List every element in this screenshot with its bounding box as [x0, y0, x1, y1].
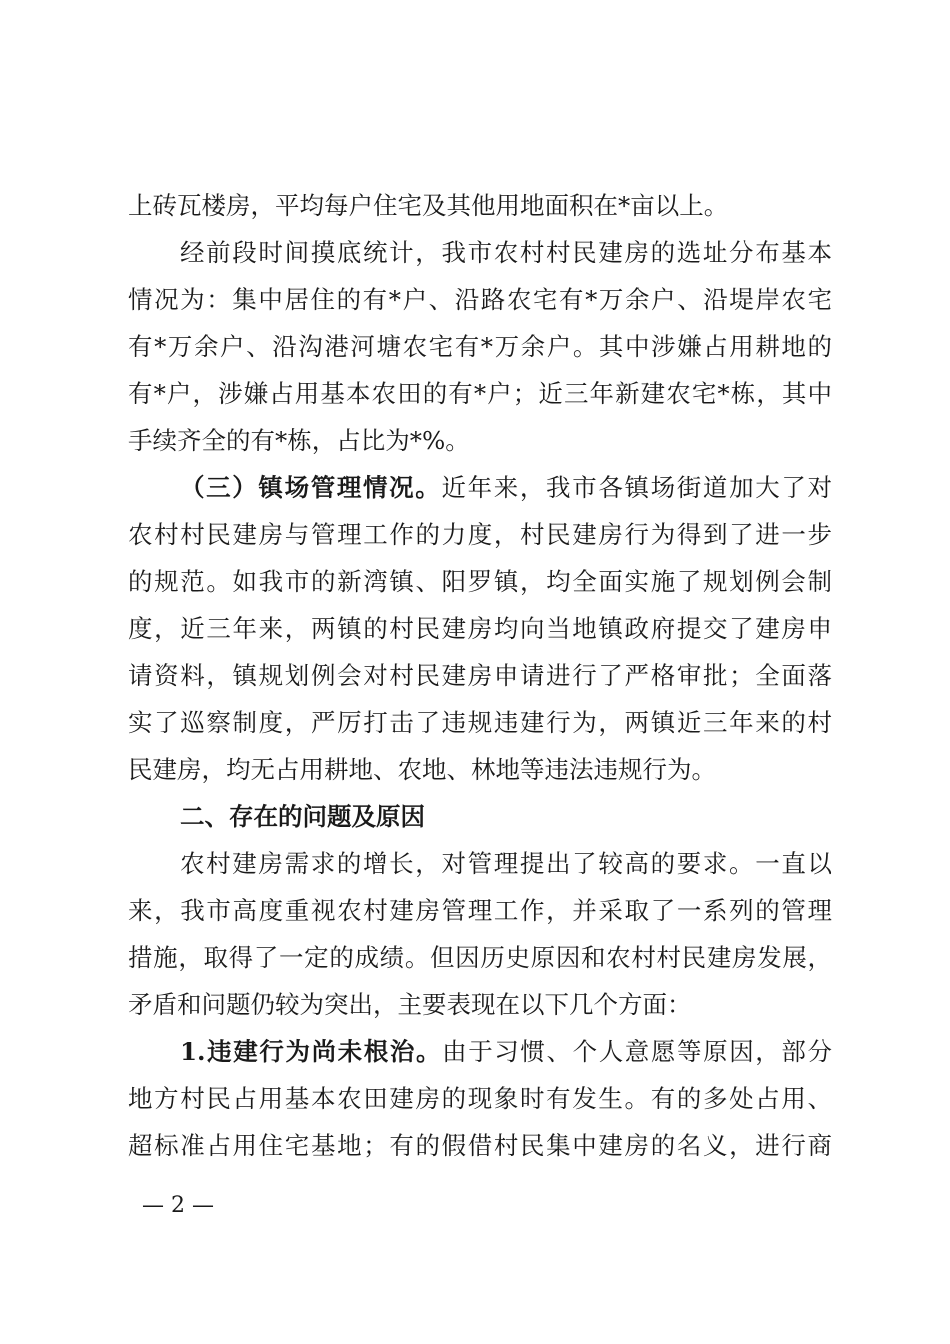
paragraph-line: 矛盾和问题仍较为突出，主要表现在以下几个方面：	[128, 990, 692, 1019]
paragraph-line-item-one	[180, 1036, 832, 1068]
paragraph-line: 请资料，镇规划例会对村民建房申请进行了严格审批；全面落	[128, 661, 832, 690]
paragraph-line: 有*户，涉嫌占用基本农田的有*户；近三年新建农宅*栋，其中	[128, 379, 832, 408]
paragraph-line: 经前段时间摸底统计，我市农村村民建房的选址分布基本	[180, 238, 832, 267]
paragraph-line-text: 近年来，我市各镇场街道加大了对	[441, 473, 833, 502]
paragraph-line: 民建房，均无占用耕地、农地、林地等违法违规行为。	[128, 755, 716, 784]
paragraph-line: 手续齐全的有*栋，占比为*%。	[128, 426, 470, 455]
paragraph-line: 实了巡察制度，严厉打击了违规违建行为，两镇近三年来的村	[128, 708, 832, 737]
page-number: — 2 —	[142, 1193, 214, 1218]
paragraph-line: 农村建房需求的增长，对管理提出了较高的要求。一直以	[180, 849, 832, 878]
paragraph-line: 来，我市高度重视农村建房管理工作，并采取了一系列的管理	[128, 896, 832, 925]
paragraph-line-text: 由于习惯、个人意愿等原因，部分	[442, 1037, 833, 1066]
paragraph-line: 上砖瓦楼房，平均每户住宅及其他用地面积在*亩以上。	[128, 191, 729, 220]
section-three-heading: （三）镇场管理情况。	[180, 473, 442, 502]
paragraph-line-section-three	[180, 472, 832, 504]
paragraph-line: 超标准占用住宅基地；有的假借村民集中建房的名义，进行商	[128, 1131, 832, 1160]
paragraph-line: 措施，取得了一定的成绩。但因历史原因和农村村民建房发展，	[128, 943, 832, 972]
paragraph-line: 度，近三年来，两镇的村民建房均向当地镇政府提交了建房申	[128, 614, 832, 643]
paragraph-line: 的规范。如我市的新湾镇、阳罗镇，均全面实施了规划例会制	[128, 567, 832, 596]
paragraph-line: 地方村民占用基本农田建房的现象时有发生。有的多处占用、	[128, 1084, 832, 1113]
paragraph-line: 情况为：集中居住的有*户、沿路农宅有*万余户、沿堤岸农宅	[128, 285, 832, 314]
section-two-heading: 二、存在的问题及原因	[180, 802, 425, 831]
paragraph-line: 有*万余户、沿沟港河塘农宅有*万余户。其中涉嫌占用耕地的	[128, 332, 832, 361]
paragraph-line: 农村村民建房与管理工作的力度，村民建房行为得到了进一步	[128, 520, 832, 549]
item-one-heading: 1.违建行为尚未根治。	[180, 1037, 443, 1066]
